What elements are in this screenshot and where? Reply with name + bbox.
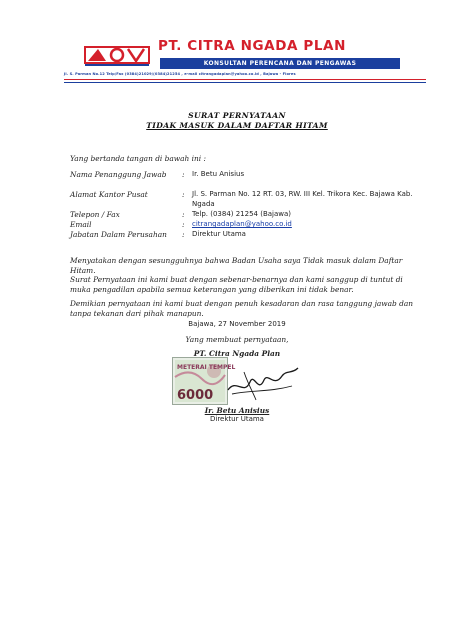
revenue-stamp-icon — [172, 357, 236, 405]
field-label-email: Email — [70, 220, 92, 229]
company-address: Jl. S. Parman No.12 Telp/Fax (0384)21029/(0384)21254 , e-mail citrangadaplan@yahoo.co.id , Bajawa - Flores — [64, 72, 296, 76]
field-label-address: Alamat Kantor Pusat — [70, 190, 148, 199]
statement-paragraph: Menyatakan dengan sesungguhnya bahwa Badan Usaha saya Tidak masuk dalam Daftar Hitam. — [70, 256, 403, 275]
field-colon: : — [182, 220, 185, 229]
place-date: Bajawa, 27 November 2019 — [188, 320, 286, 328]
letterhead-rule-red — [64, 79, 426, 80]
company-logo-icon — [84, 42, 150, 68]
field-label-name: Nama Penanggung Jawab — [70, 170, 167, 179]
field-value-phone: Telp. (0384) 21254 (Bajawa) — [192, 210, 292, 218]
document-subtitle: TIDAK MASUK DALAM DAFTAR HITAM — [146, 121, 328, 130]
field-colon: : — [182, 230, 185, 239]
closing-phrase: Yang membuat pernyataan, — [185, 335, 289, 344]
field-label-position: Jabatan Dalam Perusahan — [70, 230, 167, 239]
signatory-title: Direktur Utama — [210, 415, 264, 423]
letterhead-rule-blue — [64, 82, 426, 83]
closing-paragraph: Demikian pernyataan ini kami buat dengan penuh kesadaran dan rasa tanggung jawab dan tanpa tekanan dari pihak manapun. — [70, 299, 413, 318]
stamp-value: 6000 — [177, 388, 214, 403]
document-title: SURAT PERNYATAAN — [188, 111, 286, 120]
field-colon: : — [182, 170, 185, 179]
signatory-company: PT. Citra Ngada Plan — [193, 349, 281, 358]
field-value-address: Jl. S. Parman No. 12 RT. 03, RW. III Kel. Trikora Kec. Bajawa Kab. Ngada — [192, 190, 413, 208]
field-colon: : — [182, 210, 185, 219]
field-label-phone: Telepon / Fax — [70, 210, 120, 219]
stamp-text-top: METERAI TEMPEL — [177, 364, 236, 371]
oath-paragraph: Surat Pernyataan ini kami buat dengan sebenar-benarnya dan kami sanggup di tuntut di muka pengadilan apabila semua keterangan yang diberikan ini tidak benar. — [70, 275, 403, 294]
field-value-name: Ir. Betu Anisius — [192, 170, 245, 178]
signatory-name: Ir. Betu Anisius — [204, 406, 270, 415]
intro-text: Yang bertanda tangan di bawah ini : — [70, 154, 206, 163]
field-value-email-link[interactable]: citrangadaplan@yahoo.co.id — [192, 220, 292, 228]
handwritten-signature-icon — [222, 360, 302, 406]
field-value-position: Direktur Utama — [192, 230, 246, 238]
company-name: PT. CITRA NGADA PLAN — [158, 38, 346, 54]
company-subtitle: KONSULTAN PERENCANA DAN PENGAWAS — [160, 58, 400, 69]
field-colon: : — [182, 190, 185, 199]
